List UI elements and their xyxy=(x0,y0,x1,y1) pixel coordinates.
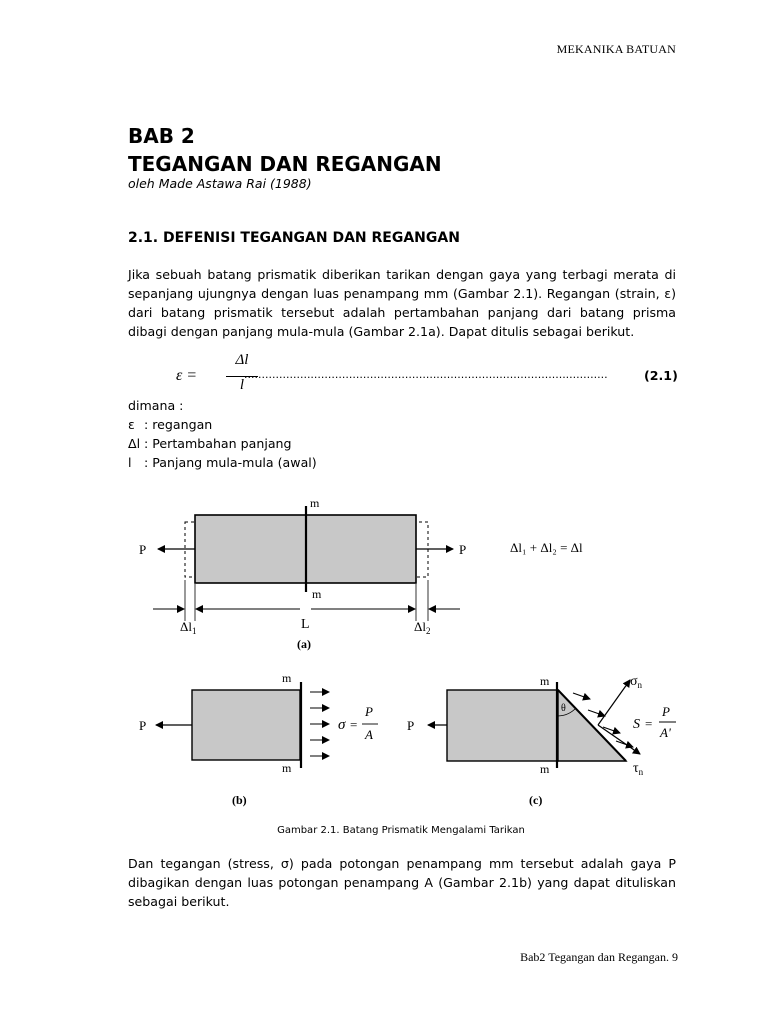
definition-item: Δl : Pertambahan panjang xyxy=(128,436,292,451)
svg-text:P: P xyxy=(662,704,670,719)
figure-part-b xyxy=(139,671,378,807)
section-label-bottom: m xyxy=(312,587,322,601)
definition-intro: dimana : xyxy=(128,398,184,413)
equation-lhs: ε = xyxy=(176,367,198,384)
section-label-top: m xyxy=(310,496,320,510)
chapter-number: BAB 2 xyxy=(128,124,195,148)
part-b-label: (b) xyxy=(232,793,247,807)
force-label-left: P xyxy=(139,542,147,557)
svg-text:P: P xyxy=(365,704,373,719)
figure-part-c xyxy=(407,674,676,807)
equation-leader: ........................................................................................................ xyxy=(244,368,608,381)
normal-stress-arrow xyxy=(598,680,630,725)
part-a-label: (a) xyxy=(297,637,311,651)
chapter-author: oleh Made Astawa Rai (1988) xyxy=(128,176,312,191)
cut-label-bottom: m xyxy=(282,761,292,775)
svg-text:A: A xyxy=(365,727,373,742)
svg-text:A': A' xyxy=(660,725,671,740)
svg-text:S: S xyxy=(633,717,640,732)
svg-text:σ: σ xyxy=(338,717,346,733)
paragraph-1: Jika sebuah batang prismatik diberikan tarikan dengan gaya yang terbagi merata di sepanjang ujungnya dengan luas penampang mm (Gambar 2.1). Regangan (strain, ε) dari batang prismatik tersebut adalah pertambahan panjang dari batang prisma dibagi dengan panjang mula-mula (Gambar 2.1a). Dapat ditulis sebagai berikut. xyxy=(128,267,676,339)
equation-number: (2.1) xyxy=(644,368,678,383)
theta-label: θ xyxy=(561,703,566,714)
tau-n-label: $\tau_n$ xyxy=(633,761,644,777)
definition-item: ε : regangan xyxy=(128,417,213,432)
figure-caption: Gambar 2.1. Batang Prismatik Mengalami Tarikan xyxy=(277,825,525,836)
incl-label-bottom: m xyxy=(540,762,550,776)
inclined-bar-body xyxy=(447,690,558,761)
force-label-right: P xyxy=(459,542,467,557)
definition-item: l : Panjang mula-mula (awal) xyxy=(128,455,317,470)
force-label-b: P xyxy=(139,718,147,733)
length-label: L xyxy=(301,617,310,632)
dl2-label: $\Delta l_2$ xyxy=(414,619,431,636)
figure-part-a xyxy=(139,496,583,651)
chapter-title: TEGANGAN DAN REGANGAN xyxy=(128,152,442,176)
part-c-label: (c) xyxy=(529,793,543,807)
resultant-formula xyxy=(633,704,676,740)
paragraph-2: Dan tegangan (stress, σ) pada potongan penampang mm tersebut adalah gaya P dibagikan dengan luas potongan penampang A (Gambar 2.1b) yang dapat dituliskan sebagai berikut. xyxy=(128,856,676,909)
equation-denominator: l xyxy=(239,377,245,393)
cut-bar-body xyxy=(192,690,300,760)
incl-label-top: m xyxy=(540,674,550,688)
equation-numerator: Δl xyxy=(235,352,249,368)
force-label-c: P xyxy=(407,718,415,733)
stress-arrows xyxy=(310,692,329,756)
page-footer: Bab2 Tegangan dan Regangan. 9 xyxy=(520,950,678,964)
sigma-n-label: $\sigma_n$ xyxy=(630,674,643,690)
stress-formula xyxy=(338,704,378,742)
svg-text:=: = xyxy=(645,716,653,731)
running-header: MEKANIKA BATUAN xyxy=(556,42,676,56)
dl1-label: $\Delta l_1$ xyxy=(180,619,197,636)
elongation-relation: Δl₁ + Δl₂ = Δl xyxy=(510,540,583,555)
cut-label-top: m xyxy=(282,671,292,685)
section-heading: 2.1. DEFENISI TEGANGAN DAN REGANGAN xyxy=(128,230,460,246)
svg-text:=: = xyxy=(350,717,358,732)
